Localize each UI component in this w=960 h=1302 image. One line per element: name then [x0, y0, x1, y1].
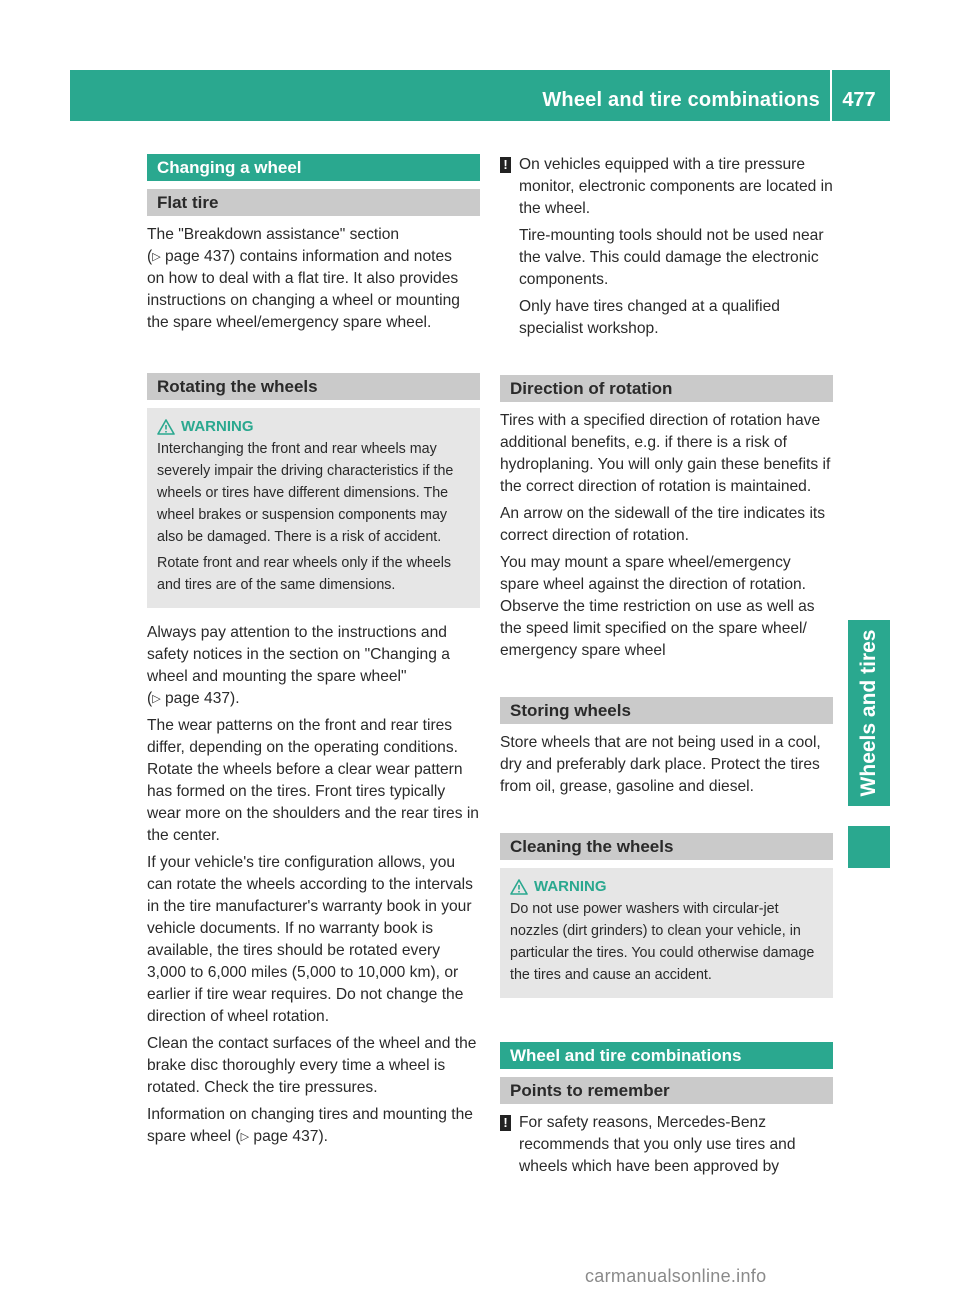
note-block: [500, 154, 833, 340]
exclamation-icon: !: [500, 1115, 511, 1131]
left-column: [147, 154, 480, 1153]
page-header: [70, 70, 890, 121]
text-fragment: Always pay attention to the instructions and safety notices in the section on "Changing a wheel and mounting the spare wheel": [147, 624, 450, 685]
note-text: Tire-mounting tools should not be used near the valve. This could damage the electronic components.: [519, 227, 824, 288]
text-fragment: (: [147, 690, 153, 707]
watermark: carmanualsonline.info: [585, 1266, 767, 1286]
running-title: Wheel and tire combinations: [542, 89, 820, 111]
subheading-cleaning-wheels: Cleaning the wheels: [500, 833, 833, 860]
page-ref-arrow-icon[interactable]: ▷: [240, 1131, 250, 1143]
text-line: on how to deal with a flat tire. It also provides: [147, 270, 459, 287]
subheading-flat-tire: Flat tire: [147, 189, 480, 216]
subheading-direction-of-rotation: Direction of rotation: [500, 375, 833, 402]
paragraph: If your vehicle's tire configuration allows, you can rotate the wheels according to the intervals in the tire manufacturer's warranty book in your vehicle documents. If no warranty book is available, the tires should be rotated every 3,000 to 6,000 miles (5,000 to 10,000 km), or earlier if tire wear requires. Do not change the direction of wheel rotation.: [147, 854, 473, 1025]
paragraph: Tires with a specified direction of rotation have additional benefits, e.g. if there is a risk of hydroplaning. You will only gain these benefits if the correct direction of rotation is maintained.: [500, 412, 831, 495]
page-ref-text[interactable]: page 437).: [249, 1128, 328, 1145]
warning-title: WARNING: [181, 418, 254, 435]
warning-text: Rotate front and rear wheels only if the wheels and tires are of the same dimensions.: [157, 555, 452, 593]
paragraph: The wear patterns on the front and rear tires differ, depending on the operating conditions. Rotate the wheels before a clear wear pattern has formed on the tires. Front tires typically wear more on the shoulders and the rear tires in the center.: [147, 717, 479, 844]
section-heading-changing-wheel: Changing a wheel: [147, 154, 480, 181]
paragraph: [147, 1104, 480, 1148]
paragraph: An arrow on the sidewall of the tire indicates its correct direction of rotation.: [500, 505, 826, 544]
paragraph: [147, 622, 480, 710]
chapter-marker: [848, 826, 890, 868]
warning-triangle-icon: [157, 419, 175, 435]
text-fragment: Information on changing tires and mounting the spare wheel (: [147, 1106, 473, 1145]
note-text: Only have tires changed at a qualified specialist workshop.: [519, 298, 780, 337]
warning-text: Do not use power washers with circular-jet nozzles (dirt grinders) to clean your vehicle, in particular the tires. You could otherwise damage the tires and cause an accident.: [510, 901, 815, 983]
page-ref-arrow-icon[interactable]: ▷: [152, 693, 161, 705]
page-ref-arrow-icon[interactable]: ▷: [152, 251, 161, 263]
chapter-tab[interactable]: [848, 620, 890, 806]
warning-triangle-icon: [510, 879, 528, 895]
text-line: the spare wheel/emergency spare wheel.: [147, 314, 432, 331]
warning-text: Interchanging the front and rear wheels may severely impair the driving characteristics if the wheels or tires have different dimensions. The wheel brakes or suspension components may also be damaged. There is a risk of accident.: [157, 441, 454, 545]
flat-tire-text: [147, 224, 480, 334]
paragraph: Clean the contact surfaces of the wheel and the brake disc thoroughly every time a wheel is rotated. Check the tire pressures.: [147, 1035, 477, 1096]
warning-box: [500, 868, 833, 998]
text-line: instructions on changing a wheel or mounting: [147, 292, 460, 309]
note-text: On vehicles equipped with a tire pressure monitor, electronic components are located in the wheel.: [519, 156, 833, 217]
page-ref-text[interactable]: page 437) contains information and notes: [160, 248, 452, 265]
text-line: The "Breakdown assistance" section: [147, 226, 400, 243]
warning-title: WARNING: [534, 878, 607, 895]
section-heading-wheel-tire-combinations: Wheel and tire combinations: [500, 1042, 833, 1069]
exclamation-icon: !: [500, 157, 511, 173]
chapter-tab-label: Wheels and tires: [857, 629, 880, 797]
subheading-storing-wheels: Storing wheels: [500, 697, 833, 724]
paragraph: You may mount a spare wheel/emergency spare wheel against the direction of rotation. Observe the time restriction on use as well as the speed limit specified on the spare wheel/ emergency spare wheel: [500, 554, 815, 659]
right-column: [500, 154, 833, 1183]
header-divider: [830, 70, 832, 121]
note-text: For safety reasons, Mercedes-Benz recommends that you only use tires and wheels which have been approved by: [519, 1114, 796, 1175]
page-ref-text[interactable]: page 437).: [160, 690, 240, 707]
warning-box: [147, 408, 480, 608]
paragraph: Store wheels that are not being used in a cool, dry and preferably dark place. Protect the tires from oil, grease, gasoline and diesel.: [500, 734, 821, 795]
subheading-points-to-remember: Points to remember: [500, 1077, 833, 1104]
subheading-rotating-wheels: Rotating the wheels: [147, 373, 480, 400]
note-block: [500, 1112, 833, 1178]
text-fragment: (: [147, 248, 153, 265]
page-number: 477: [842, 89, 876, 111]
